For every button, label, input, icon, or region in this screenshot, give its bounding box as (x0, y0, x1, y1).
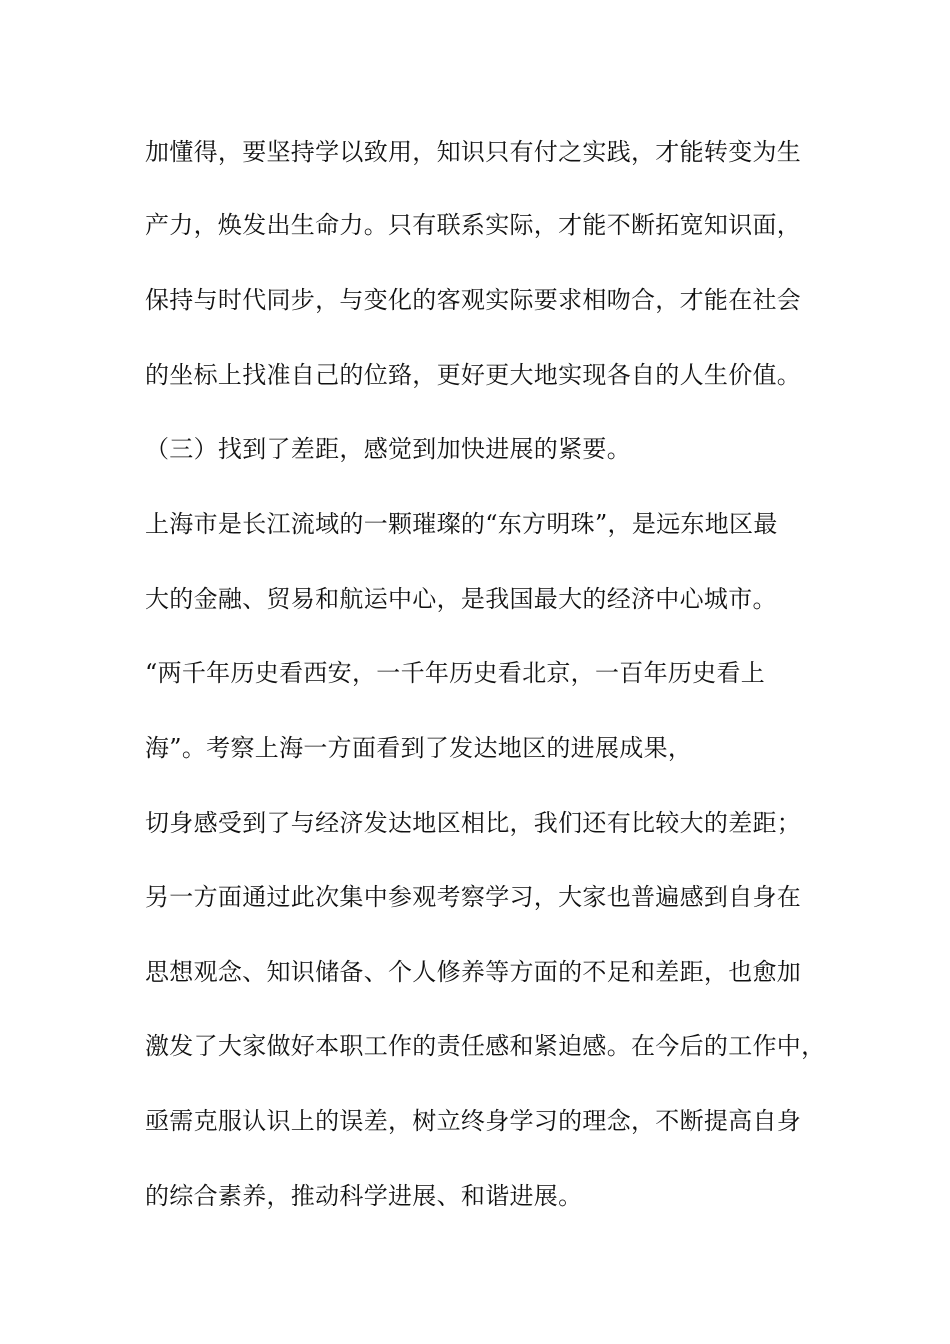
text-line-8: “两千年历史看西安，一千年历史看北京，一百年历史看上 (145, 659, 766, 687)
text-line-2: 产力，焕发出生命力。只有联系实际，才能不断拓宽知识面， (145, 211, 802, 239)
text-line-10: 切身感受到了与经济发达地区相比，我们还有比较大的差距； (145, 809, 802, 837)
text-line-1: 加懂得，要坚持学以致用，知识只有付之实践，才能转变为生 (145, 138, 802, 166)
text-line-11: 另一方面通过此次集中参观考察学习，大家也普遍感到自身在 (145, 883, 802, 911)
text-line-12: 思想观念、知识储备、个人修养等方面的不足和差距，也愈加 (145, 958, 802, 986)
text-line-3: 保持与时代同步，与变化的客观实际要求相吻合，才能在社会 (145, 286, 802, 314)
text-line-13: 激发了大家做好本职工作的责任感和紧迫感。在今后的工作中， (145, 1032, 826, 1060)
text-line-14: 亟需克服认识上的误差，树立终身学习的理念，不断提高自身 (145, 1107, 802, 1135)
text-line-6: 上海市是长江流域的一颗璀璨的“东方明珠”，是远东地区最 (145, 510, 778, 538)
text-line-15: 的综合素养，推动科学进展、和谐进展。 (145, 1182, 583, 1210)
section-heading: （三）找到了差距，感觉到加快进展的紧要。 (145, 435, 631, 463)
text-line-9: 海”。考察上海一方面看到了发达地区的进展成果， (145, 734, 693, 762)
text-line-4: 的坐标上找准自己的位臵，更好更大地实现各自的人生价值。 (145, 361, 802, 389)
text-line-7: 大的金融、贸易和航运中心，是我国最大的经济中心城市。 (145, 585, 777, 613)
